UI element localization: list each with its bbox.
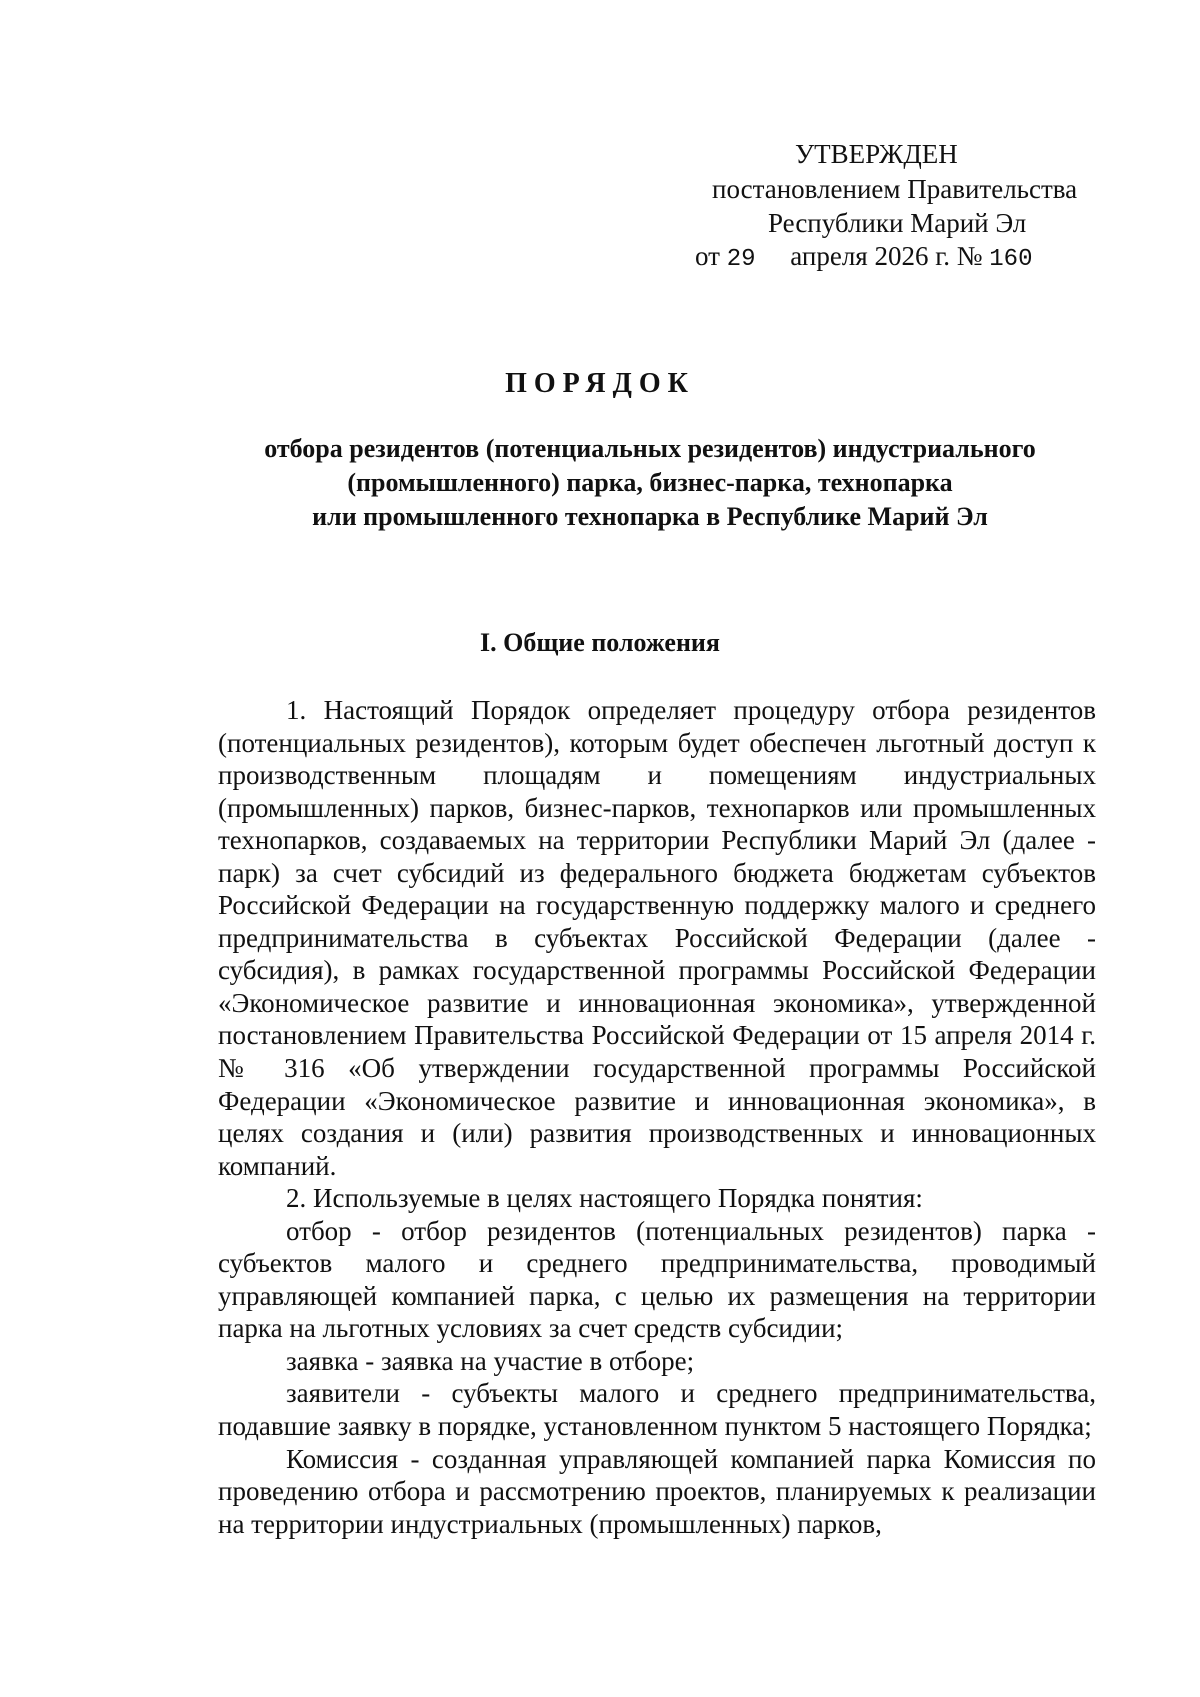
approval-date [695,240,1032,276]
approval-stamp [0,0,1200,280]
paragraph: 2. Используемые в целях настоящего Порядка понятия: [286,1183,923,1214]
paragraph: заявка - заявка на участие в отборе; [286,1345,695,1376]
document-title: ПОРЯДОК [505,368,695,399]
approval-title: УТВЕРЖДЕН [795,139,958,169]
date-rest: апреля 2026 г. № [790,241,983,271]
approval-republic: Республики Марий Эл [768,208,1027,238]
paragraph: отбор - отбор резидентов (потенциальных резидентов) парка - субъектов малого и среднего предпринимательства, проводимый управляющей компанией парка, с целью их размещения на территории парка на льготных условиях за счет средств субсидии; [218,1215,1096,1344]
subtitle-line: или промышленного технопарка в Республике Марий Эл [312,502,988,531]
decree-number: 160 [989,246,1033,273]
paragraph: заявители - субъекты малого и среднего предпринимательства, подавшие заявку в порядке, установленном пунктом 5 настоящего Порядка; [218,1378,1096,1442]
document-subtitle [200,432,1100,534]
date-day: 29 [726,246,756,273]
section-heading: I. Общие положения [480,628,720,657]
subtitle-line: (промышленного) парка, бизнес-парка, технопарка [347,468,953,497]
date-prefix: от [695,241,720,271]
subtitle-line: отбора резидентов (потенциальных резидентов) индустриального [264,434,1036,463]
section-body [218,694,1096,1540]
paragraph: 1. Настоящий Порядок определяет процедуру отбора резидентов (потенциальных резидентов), которым будет обеспечен льготный доступ к производственным площадям и помещениям индустриальных (промышленных) парков, бизнес-парков, технопарков или промышленных технопарков, создаваемых на территории Республики Марий Эл (далее - парк) за счет субсидий из федерального бюджета бюджетам субъектов Российской Федерации на государственную поддержку малого и среднего предпринимательства в субъектах Российской Федерации (далее - субсидия), в рамках государственной программы Российской Федерации «Экономическое развитие и инновационная экономика», утвержденной постановлением Правительства Российской Федерации от 15 апреля 2014 г. № 316 «Об утверждении государственной программы Российской Федерации «Экономическое развитие и инновационная экономика», в целях создания и (или) развития производственных и инновационных компаний. [218,695,1096,1181]
paragraph: Комиссия - созданная управляющей компанией парка Комиссия по проведению отбора и рассмотрению проектов, планируемых к реализации на территории индустриальных (промышленных) парков, [218,1443,1096,1539]
approval-by: постановлением Правительства [712,174,1078,204]
